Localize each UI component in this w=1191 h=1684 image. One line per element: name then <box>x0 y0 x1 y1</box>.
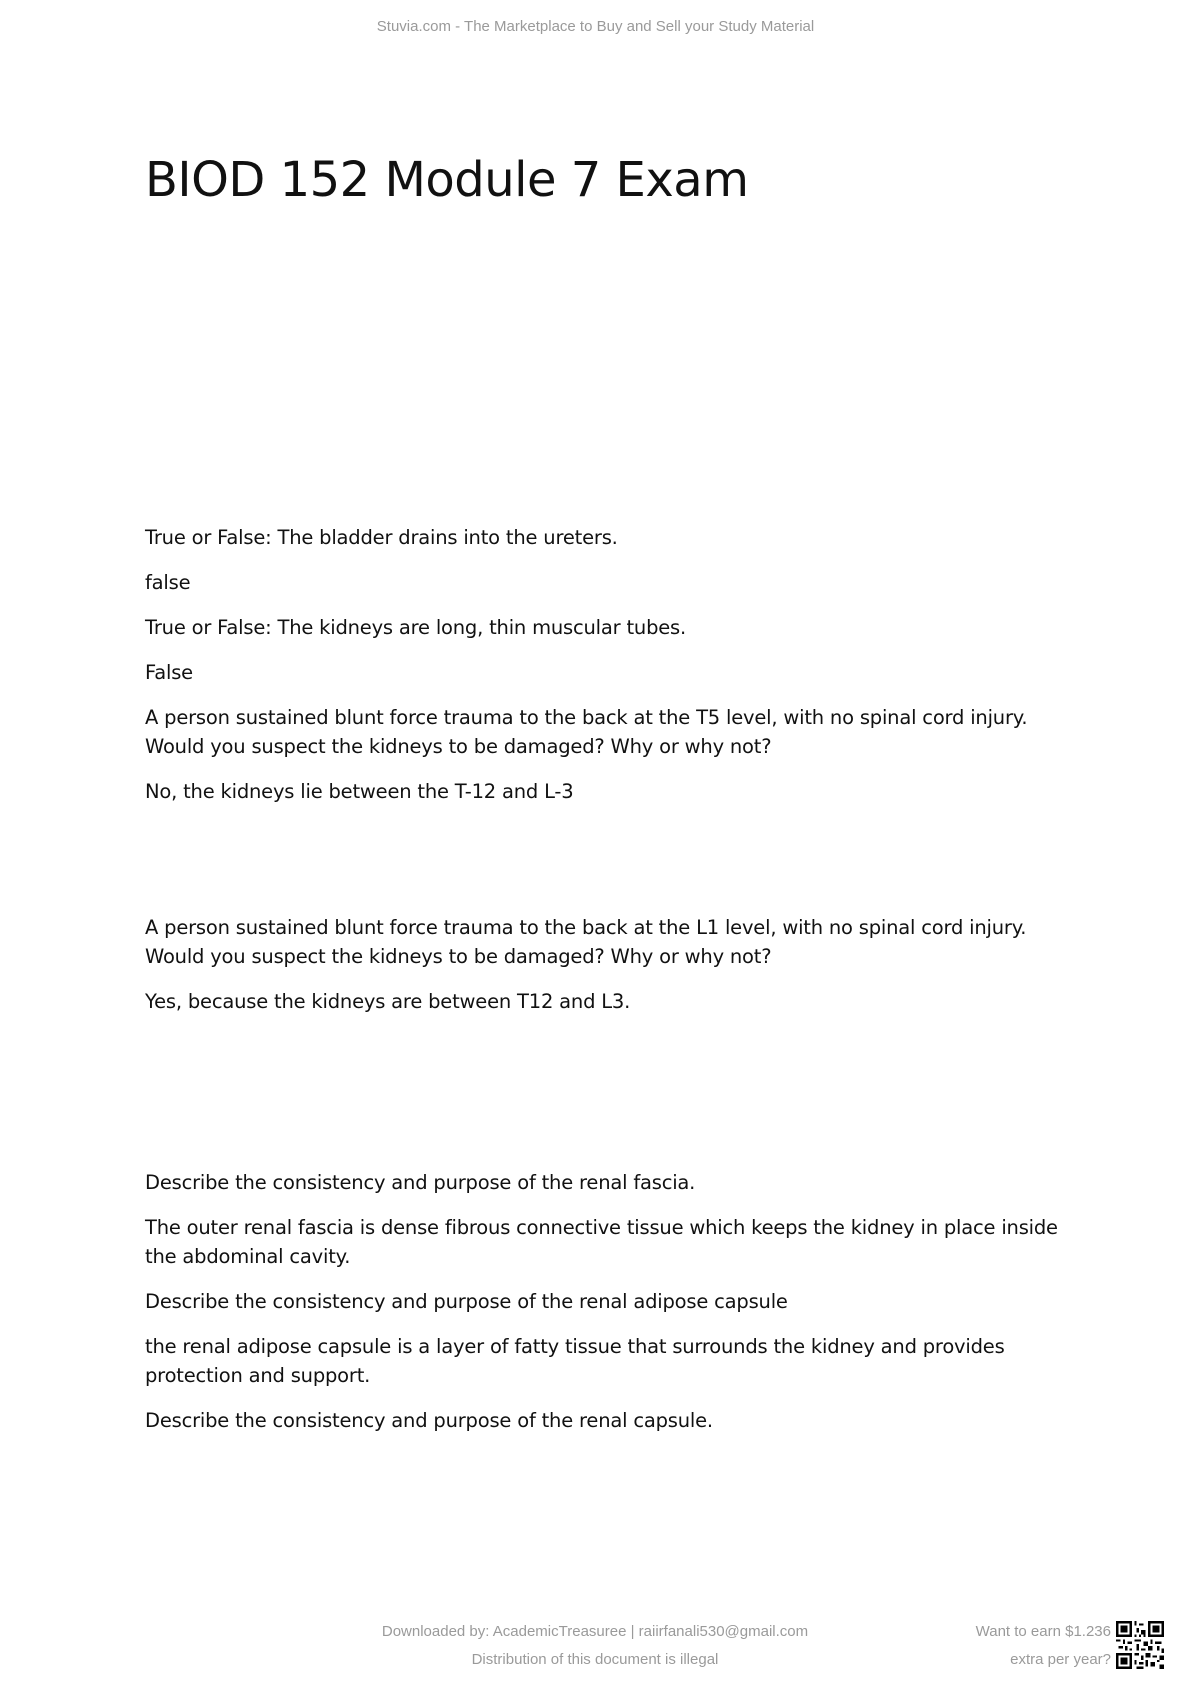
distribution-notice: Distribution of this document is illegal <box>471 1651 719 1668</box>
stuvia-watermark: Stuvia.com - The Marketplace to Buy and Sell your Study Material <box>376 18 815 35</box>
question-3: A person sustained blunt force trauma to the back at the T5 level, with no spinal cord injury. Would you suspect the kidneys to be damaged? Why or why not? <box>145 706 1028 758</box>
qr-code-icon[interactable] <box>1116 1621 1164 1669</box>
page-title: BIOD 152 Module 7 Exam <box>145 152 749 208</box>
answer-5: The outer renal fascia is dense fibrous connective tissue which keeps the kidney in place inside the abdominal cavity. <box>145 1216 1058 1268</box>
answer-1: false <box>145 571 191 594</box>
answer-4: Yes, because the kidneys are between T12 and L3. <box>145 990 631 1013</box>
earn-promo-line-2[interactable]: extra per year? <box>1010 1651 1111 1668</box>
downloaded-by-notice: Downloaded by: AcademicTreasuree | raiirfanali530@gmail.com <box>381 1623 809 1640</box>
answer-3: No, the kidneys lie between the T-12 and L-3 <box>145 780 574 803</box>
question-1: True or False: The bladder drains into the ureters. <box>145 526 618 549</box>
question-2: True or False: The kidneys are long, thin muscular tubes. <box>145 616 686 639</box>
answer-2: False <box>145 661 193 684</box>
answer-6: the renal adipose capsule is a layer of fatty tissue that surrounds the kidney and provides protection and support. <box>145 1335 1005 1387</box>
question-4: A person sustained blunt force trauma to the back at the L1 level, with no spinal cord injury. Would you suspect the kidneys to be damaged? Why or why not? <box>145 916 1027 968</box>
question-5: Describe the consistency and purpose of the renal fascia. <box>145 1171 696 1194</box>
earn-promo-line-1[interactable]: Want to earn $1.236 <box>975 1623 1111 1640</box>
question-7: Describe the consistency and purpose of the renal capsule. <box>145 1409 713 1432</box>
question-6: Describe the consistency and purpose of the renal adipose capsule <box>145 1290 788 1313</box>
